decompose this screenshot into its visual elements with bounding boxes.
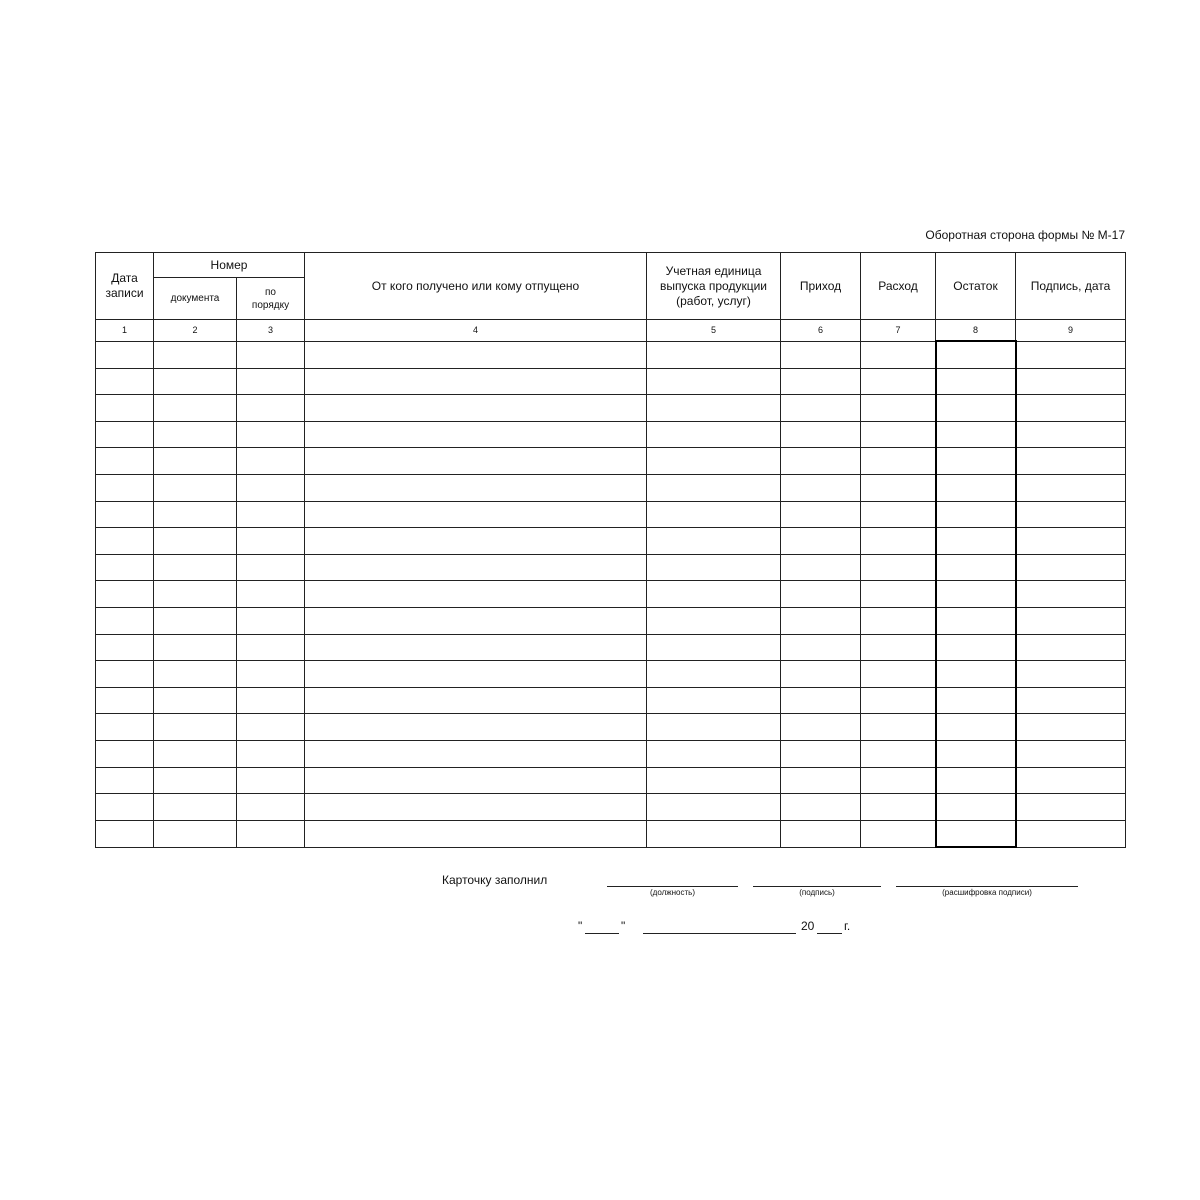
income-cell[interactable] [781, 421, 861, 448]
unit-cell[interactable] [647, 714, 781, 741]
expense-cell[interactable] [861, 528, 936, 555]
order-number-cell[interactable] [237, 474, 305, 501]
year-prefix: 20 [801, 919, 815, 933]
balance-cell[interactable] [936, 687, 1016, 714]
decoding-caption: (расшифровка подписи) [942, 888, 1032, 897]
header-unit: Учетная единица выпуска продукции (работ, услуг) [647, 253, 781, 320]
balance-cell[interactable] [936, 767, 1016, 794]
from-to-cell[interactable] [305, 687, 647, 714]
income-cell[interactable] [781, 767, 861, 794]
income-cell[interactable] [781, 528, 861, 555]
header-signature-date: Подпись, дата [1016, 253, 1126, 320]
order-number-cell[interactable] [237, 448, 305, 475]
document-number-cell[interactable] [154, 501, 237, 528]
income-cell[interactable] [781, 395, 861, 422]
column-number: 9 [1016, 320, 1126, 342]
from-to-cell[interactable] [305, 634, 647, 661]
table-row [96, 794, 1126, 821]
from-to-cell[interactable] [305, 581, 647, 608]
table-row [96, 368, 1126, 395]
signature-field[interactable] [753, 886, 881, 887]
signature-date-cell[interactable] [1016, 341, 1126, 368]
balance-cell[interactable] [936, 528, 1016, 555]
date-cell[interactable] [96, 421, 154, 448]
from-to-cell[interactable] [305, 421, 647, 448]
balance-cell[interactable] [936, 740, 1016, 767]
unit-cell[interactable] [647, 554, 781, 581]
document-number-cell[interactable] [154, 528, 237, 555]
column-number: 4 [305, 320, 647, 342]
table-row [96, 820, 1126, 847]
year-field[interactable] [817, 933, 842, 934]
balance-cell[interactable] [936, 634, 1016, 661]
signature-date-cell[interactable] [1016, 714, 1126, 741]
expense-cell[interactable] [861, 474, 936, 501]
balance-cell[interactable] [936, 820, 1016, 847]
expense-cell[interactable] [861, 767, 936, 794]
unit-cell[interactable] [647, 501, 781, 528]
order-number-cell[interactable] [237, 767, 305, 794]
inventory-card-table [95, 252, 1126, 848]
balance-cell[interactable] [936, 395, 1016, 422]
expense-cell[interactable] [861, 607, 936, 634]
date-cell[interactable] [96, 501, 154, 528]
date-cell[interactable] [96, 634, 154, 661]
order-number-cell[interactable] [237, 634, 305, 661]
document-number-cell[interactable] [154, 554, 237, 581]
document-number-cell[interactable] [154, 767, 237, 794]
column-number: 6 [781, 320, 861, 342]
date-cell[interactable] [96, 661, 154, 688]
table-row [96, 740, 1126, 767]
month-field[interactable] [643, 933, 796, 934]
income-cell[interactable] [781, 634, 861, 661]
date-cell[interactable] [96, 714, 154, 741]
table-row [96, 607, 1126, 634]
from-to-cell[interactable] [305, 740, 647, 767]
unit-cell[interactable] [647, 687, 781, 714]
income-cell[interactable] [781, 581, 861, 608]
order-number-cell[interactable] [237, 687, 305, 714]
expense-cell[interactable] [861, 368, 936, 395]
table-row [96, 501, 1126, 528]
from-to-cell[interactable] [305, 607, 647, 634]
column-number-row [96, 320, 1126, 342]
document-number-cell[interactable] [154, 794, 237, 821]
income-cell[interactable] [781, 740, 861, 767]
from-to-cell[interactable] [305, 820, 647, 847]
date-cell[interactable] [96, 607, 154, 634]
header-from-to: От кого получено или кому отпущено [305, 253, 647, 320]
date-cell[interactable] [96, 368, 154, 395]
signature-date-cell[interactable] [1016, 607, 1126, 634]
date-cell[interactable] [96, 687, 154, 714]
quote-close: " [621, 919, 626, 933]
document-number-cell[interactable] [154, 395, 237, 422]
unit-cell[interactable] [647, 448, 781, 475]
from-to-cell[interactable] [305, 395, 647, 422]
income-cell[interactable] [781, 501, 861, 528]
order-number-cell[interactable] [237, 820, 305, 847]
signature-date-cell[interactable] [1016, 554, 1126, 581]
header-income: Приход [781, 253, 861, 320]
date-cell[interactable] [96, 767, 154, 794]
unit-cell[interactable] [647, 607, 781, 634]
expense-cell[interactable] [861, 740, 936, 767]
signature-date-cell[interactable] [1016, 581, 1126, 608]
expense-cell[interactable] [861, 634, 936, 661]
date-cell[interactable] [96, 820, 154, 847]
document-number-cell[interactable] [154, 341, 237, 368]
from-to-cell[interactable] [305, 714, 647, 741]
unit-cell[interactable] [647, 581, 781, 608]
expense-cell[interactable] [861, 687, 936, 714]
table-row [96, 581, 1126, 608]
quote-open: " [578, 919, 583, 933]
from-to-cell[interactable] [305, 661, 647, 688]
position-caption: (должность) [650, 888, 695, 897]
balance-cell[interactable] [936, 368, 1016, 395]
income-cell[interactable] [781, 554, 861, 581]
document-number-cell[interactable] [154, 607, 237, 634]
from-to-cell[interactable] [305, 767, 647, 794]
income-cell[interactable] [781, 661, 861, 688]
order-number-cell[interactable] [237, 395, 305, 422]
unit-cell[interactable] [647, 421, 781, 448]
signature-date-cell[interactable] [1016, 501, 1126, 528]
order-number-cell[interactable] [237, 740, 305, 767]
from-to-cell[interactable] [305, 341, 647, 368]
document-number-cell[interactable] [154, 368, 237, 395]
balance-cell[interactable] [936, 581, 1016, 608]
from-to-cell[interactable] [305, 528, 647, 555]
income-cell[interactable] [781, 607, 861, 634]
unit-cell[interactable] [647, 740, 781, 767]
table-row [96, 687, 1126, 714]
income-cell[interactable] [781, 820, 861, 847]
unit-cell[interactable] [647, 820, 781, 847]
expense-cell[interactable] [861, 714, 936, 741]
document-number-cell[interactable] [154, 740, 237, 767]
signature-date-cell[interactable] [1016, 421, 1126, 448]
signature-date-cell[interactable] [1016, 474, 1126, 501]
table-row [96, 421, 1126, 448]
expense-cell[interactable] [861, 820, 936, 847]
signature-date-cell[interactable] [1016, 740, 1126, 767]
document-number-cell[interactable] [154, 687, 237, 714]
expense-cell[interactable] [861, 554, 936, 581]
header-document: документа [154, 278, 237, 320]
income-cell[interactable] [781, 448, 861, 475]
order-number-cell[interactable] [237, 581, 305, 608]
order-number-cell[interactable] [237, 554, 305, 581]
balance-cell[interactable] [936, 661, 1016, 688]
order-number-cell[interactable] [237, 794, 305, 821]
income-cell[interactable] [781, 687, 861, 714]
signature-date-cell[interactable] [1016, 368, 1126, 395]
from-to-cell[interactable] [305, 368, 647, 395]
income-cell[interactable] [781, 341, 861, 368]
table-row [96, 528, 1126, 555]
signature-date-cell[interactable] [1016, 767, 1126, 794]
balance-cell[interactable] [936, 341, 1016, 368]
table-body [96, 341, 1126, 847]
header-date: Дата записи [96, 253, 154, 320]
expense-cell[interactable] [861, 581, 936, 608]
document-number-cell[interactable] [154, 820, 237, 847]
expense-cell[interactable] [861, 421, 936, 448]
day-field[interactable] [585, 933, 619, 934]
date-cell[interactable] [96, 341, 154, 368]
column-number: 8 [936, 320, 1016, 342]
unit-cell[interactable] [647, 767, 781, 794]
expense-cell[interactable] [861, 501, 936, 528]
document-number-cell[interactable] [154, 474, 237, 501]
income-cell[interactable] [781, 794, 861, 821]
expense-cell[interactable] [861, 341, 936, 368]
column-number: 7 [861, 320, 936, 342]
table-row [96, 661, 1126, 688]
from-to-cell[interactable] [305, 794, 647, 821]
balance-cell[interactable] [936, 501, 1016, 528]
order-number-cell[interactable] [237, 368, 305, 395]
signature-date-cell[interactable] [1016, 661, 1126, 688]
from-to-cell[interactable] [305, 554, 647, 581]
date-cell[interactable] [96, 395, 154, 422]
from-to-cell[interactable] [305, 448, 647, 475]
table-row [96, 341, 1126, 368]
table-row [96, 767, 1126, 794]
position-field[interactable] [607, 886, 738, 887]
unit-cell[interactable] [647, 661, 781, 688]
column-number: 1 [96, 320, 154, 342]
table-row [96, 554, 1126, 581]
unit-cell[interactable] [647, 528, 781, 555]
unit-cell[interactable] [647, 395, 781, 422]
unit-cell[interactable] [647, 634, 781, 661]
year-suffix: г. [844, 919, 851, 933]
order-number-cell[interactable] [237, 661, 305, 688]
balance-cell[interactable] [936, 554, 1016, 581]
expense-cell[interactable] [861, 448, 936, 475]
decoding-field[interactable] [896, 886, 1078, 887]
signature-date-cell[interactable] [1016, 395, 1126, 422]
table-row [96, 634, 1126, 661]
from-to-cell[interactable] [305, 501, 647, 528]
income-cell[interactable] [781, 474, 861, 501]
column-number: 5 [647, 320, 781, 342]
date-cell[interactable] [96, 474, 154, 501]
header-expense: Расход [861, 253, 936, 320]
form-title: Оборотная сторона формы № М-17 [925, 228, 1125, 242]
unit-cell[interactable] [647, 794, 781, 821]
table-row [96, 714, 1126, 741]
balance-cell[interactable] [936, 607, 1016, 634]
column-number: 3 [237, 320, 305, 342]
unit-cell[interactable] [647, 341, 781, 368]
signature-date-cell[interactable] [1016, 634, 1126, 661]
document-number-cell[interactable] [154, 581, 237, 608]
order-number-cell[interactable] [237, 528, 305, 555]
income-cell[interactable] [781, 368, 861, 395]
unit-cell[interactable] [647, 368, 781, 395]
signature-date-cell[interactable] [1016, 528, 1126, 555]
order-number-cell[interactable] [237, 341, 305, 368]
signature-date-cell[interactable] [1016, 687, 1126, 714]
table-row [96, 448, 1126, 475]
date-cell[interactable] [96, 581, 154, 608]
order-number-cell[interactable] [237, 714, 305, 741]
balance-cell[interactable] [936, 421, 1016, 448]
balance-cell[interactable] [936, 474, 1016, 501]
signature-date-cell[interactable] [1016, 794, 1126, 821]
document-number-cell[interactable] [154, 421, 237, 448]
order-number-cell[interactable] [237, 421, 305, 448]
date-cell[interactable] [96, 528, 154, 555]
date-cell[interactable] [96, 448, 154, 475]
expense-cell[interactable] [861, 661, 936, 688]
header-balance: Остаток [936, 253, 1016, 320]
order-number-cell[interactable] [237, 607, 305, 634]
table-row [96, 474, 1126, 501]
document-number-cell[interactable] [154, 634, 237, 661]
document-number-cell[interactable] [154, 448, 237, 475]
table-row [96, 395, 1126, 422]
date-cell[interactable] [96, 794, 154, 821]
expense-cell[interactable] [861, 395, 936, 422]
signature-date-cell[interactable] [1016, 820, 1126, 847]
order-number-cell[interactable] [237, 501, 305, 528]
signature-date-cell[interactable] [1016, 448, 1126, 475]
date-cell[interactable] [96, 554, 154, 581]
from-to-cell[interactable] [305, 474, 647, 501]
document-number-cell[interactable] [154, 714, 237, 741]
header-order: по порядку [237, 278, 305, 320]
column-number: 2 [154, 320, 237, 342]
date-cell[interactable] [96, 740, 154, 767]
balance-cell[interactable] [936, 794, 1016, 821]
filled-by-label: Карточку заполнил [442, 873, 548, 887]
income-cell[interactable] [781, 714, 861, 741]
signature-caption: (подпись) [799, 888, 835, 897]
header-number: Номер [154, 253, 305, 278]
unit-cell[interactable] [647, 474, 781, 501]
expense-cell[interactable] [861, 794, 936, 821]
balance-cell[interactable] [936, 714, 1016, 741]
balance-cell[interactable] [936, 448, 1016, 475]
document-number-cell[interactable] [154, 661, 237, 688]
